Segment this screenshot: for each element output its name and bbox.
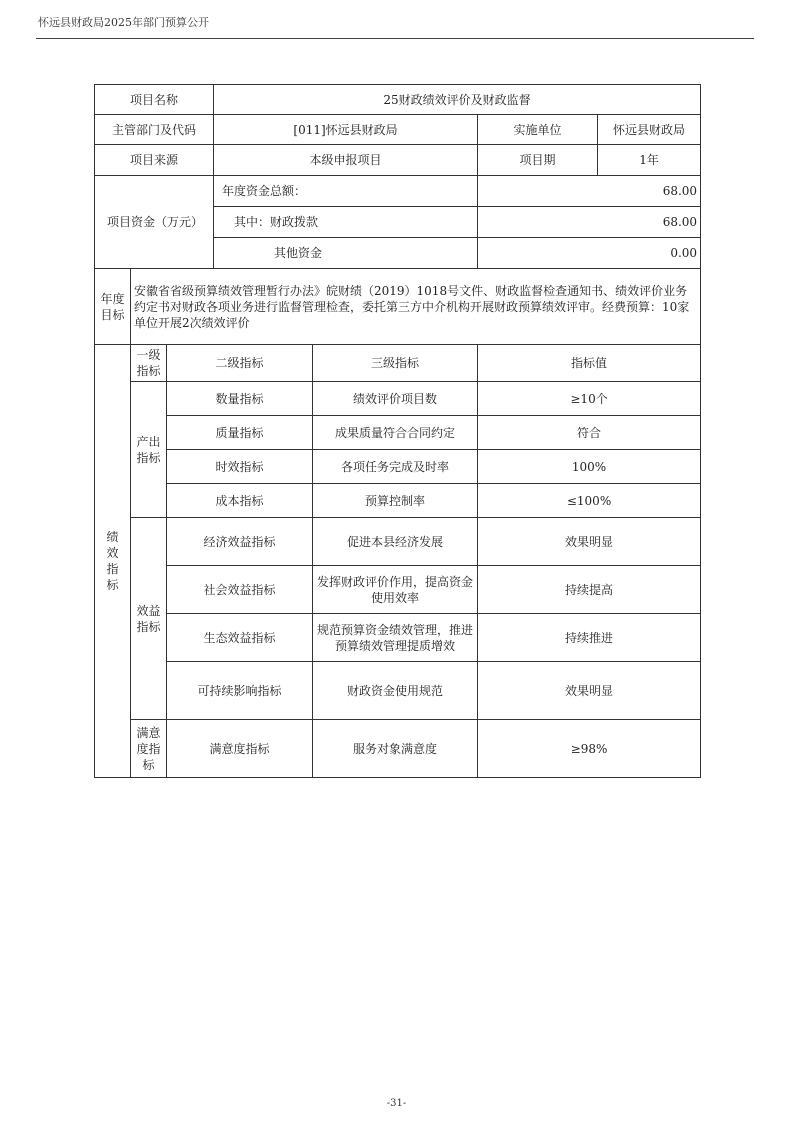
- level3-cell: 规范预算资金绩效管理，推进预算绩效管理提质增效: [313, 614, 478, 662]
- value-cell: 效果明显: [478, 662, 701, 720]
- level3-cell: 各项任务完成及时率: [313, 450, 478, 484]
- header-level3: 三级指标: [313, 345, 478, 382]
- period-label: 项目期: [478, 145, 598, 176]
- table-row: [95, 720, 701, 778]
- page-header: 怀远县财政局2025年部门预算公开: [38, 16, 209, 29]
- level3-cell: 预算控制率: [313, 484, 478, 518]
- source-value: 本级申报项目: [214, 145, 478, 176]
- level2-cell: 社会效益指标: [167, 566, 313, 614]
- goal-row: [95, 269, 701, 345]
- value-cell: ≥10个: [478, 382, 701, 416]
- level3-cell: 发挥财政评价作用，提高资金使用效率: [313, 566, 478, 614]
- level2-cell: 经济效益指标: [167, 518, 313, 566]
- level3-cell: 服务对象满意度: [313, 720, 478, 778]
- value-cell: ≤100%: [478, 484, 701, 518]
- level2-cell: 可持续影响指标: [167, 662, 313, 720]
- funds-total-label: 年度资金总额：: [214, 176, 478, 207]
- department-row: [95, 115, 701, 145]
- indicators-section-label: 绩效指标: [95, 345, 131, 778]
- value-cell: 100%: [478, 450, 701, 484]
- level3-cell: 促进本县经济发展: [313, 518, 478, 566]
- department-value: [011]怀远县财政局: [214, 115, 478, 145]
- implementing-unit-value: 怀远县财政局: [598, 115, 701, 145]
- funds-fiscal-value: 68.00: [478, 207, 701, 238]
- header-level1: 一级指标: [131, 345, 167, 382]
- project-name-row: [95, 85, 701, 115]
- funds-total-row: [95, 176, 701, 207]
- level2-cell: 成本指标: [167, 484, 313, 518]
- header-rule: [36, 38, 754, 39]
- satisfaction-indicator-label: 满意度指标: [131, 720, 167, 778]
- table-row: [95, 566, 701, 614]
- source-row: [95, 145, 701, 176]
- table-row: [95, 450, 701, 484]
- value-cell: 效果明显: [478, 518, 701, 566]
- funds-other-value: 0.00: [478, 238, 701, 269]
- indicator-header-row: [95, 345, 701, 382]
- value-cell: 持续提高: [478, 566, 701, 614]
- level2-cell: 质量指标: [167, 416, 313, 450]
- project-table: [94, 84, 701, 778]
- project-name-label: 项目名称: [95, 85, 214, 115]
- period-value: 1年: [598, 145, 701, 176]
- goal-text: 安徽省省级预算绩效管理暂行办法》皖财绩（2019）1018号文件、财政监督检查通知书、绩效评价业务约定书对财政各项业务进行监督管理检查，委托第三方中介机构开展财政预算绩效评审。经费预算：10家单位开展2次绩效评价: [131, 269, 701, 345]
- funds-fiscal-label: 其中：财政拨款: [214, 207, 478, 238]
- level2-cell: 生态效益指标: [167, 614, 313, 662]
- funds-label: 项目资金（万元）: [95, 176, 214, 269]
- funds-other-label: 其他资金: [214, 238, 478, 269]
- level2-cell: 时效指标: [167, 450, 313, 484]
- benefit-indicator-label: 效益指标: [131, 518, 167, 720]
- table-row: [95, 518, 701, 566]
- level3-cell: 绩效评价项目数: [313, 382, 478, 416]
- source-label: 项目来源: [95, 145, 214, 176]
- table-row: [95, 382, 701, 416]
- level3-cell: 财政资金使用规范: [313, 662, 478, 720]
- header-value: 指标值: [478, 345, 701, 382]
- goal-label: 年度目标: [95, 269, 131, 345]
- level2-cell: 满意度指标: [167, 720, 313, 778]
- header-level2: 二级指标: [167, 345, 313, 382]
- table-row: [95, 662, 701, 720]
- table-row: [95, 614, 701, 662]
- value-cell: ≥98%: [478, 720, 701, 778]
- value-cell: 符合: [478, 416, 701, 450]
- table-row: [95, 484, 701, 518]
- funds-total-value: 68.00: [478, 176, 701, 207]
- department-label: 主管部门及代码: [95, 115, 214, 145]
- page-number: -31-: [386, 1098, 407, 1109]
- value-cell: 持续推进: [478, 614, 701, 662]
- implementing-unit-label: 实施单位: [478, 115, 598, 145]
- table-row: [95, 416, 701, 450]
- project-name-value: 25财政绩效评价及财政监督: [214, 85, 701, 115]
- output-indicator-label: 产出指标: [131, 382, 167, 518]
- level3-cell: 成果质量符合合同约定: [313, 416, 478, 450]
- level2-cell: 数量指标: [167, 382, 313, 416]
